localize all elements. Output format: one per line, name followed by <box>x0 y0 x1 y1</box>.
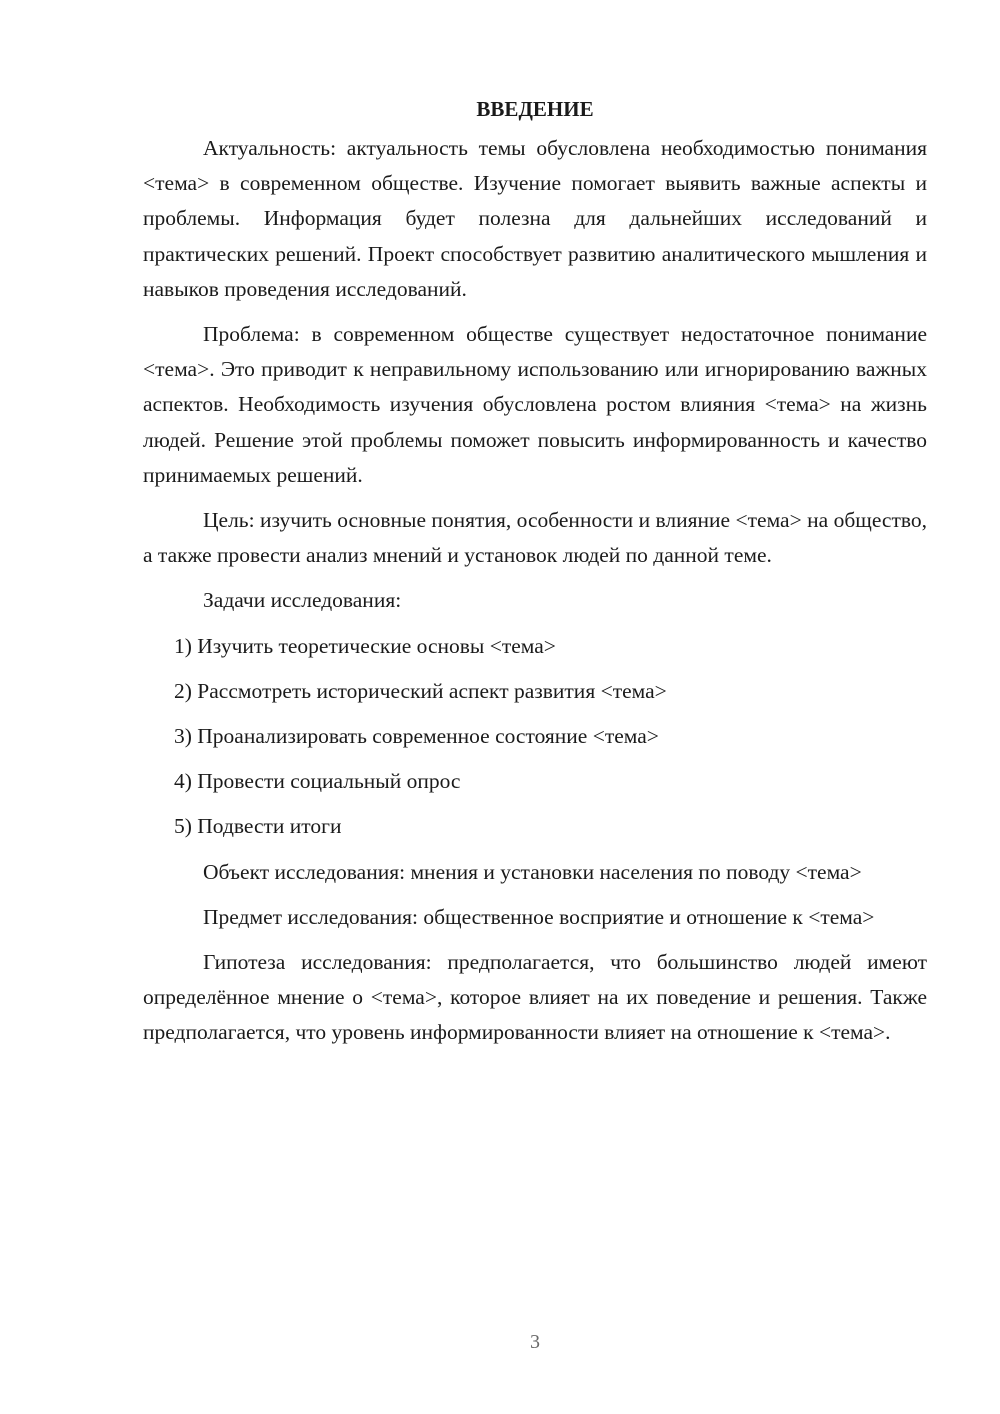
paragraph-goal: Цель: изучить основные понятия, особенности и влияние <тема> на общество, а также провести анализ мнений и установок людей по данной теме. <box>143 508 927 568</box>
task-item: 2) Рассмотреть исторический аспект развития <тема> <box>174 678 667 703</box>
task-item: 5) Подвести итоги <box>174 814 342 839</box>
task-item: 1) Изучить теоретические основы <тема> <box>174 633 556 658</box>
page-number: 3 <box>530 1331 540 1353</box>
page-title: ВВЕДЕНИЕ <box>476 97 594 121</box>
task-list <box>143 629 927 845</box>
task-item: 3) Проанализировать современное состояние <тема> <box>174 724 659 749</box>
paragraph-relevance: Актуальность: актуальность темы обусловлена необходимостью понимания <тема> в современном обществе. Изучение помогает выявить важные аспекты и проблемы. Информация будет полезна для дальнейших исследований и практических решений. Проект способствует развитию аналитического мышления и навыков проведения исследований. <box>143 136 927 301</box>
paragraph-hypothesis: Гипотеза исследования: предполагается, что большинство людей имеют определённое мнение о <тема>, которое влияет на их поведение и решения. Также предполагается, что уровень информированности влияет на отношение к <тема>. <box>143 950 927 1045</box>
paragraph-subject: Предмет исследования: общественное восприятие и отношение к <тема> <box>203 904 875 929</box>
paragraph-problem: Проблема: в современном обществе существует недостаточное понимание <тема>. Это приводит к неправильному использованию или игнорированию важных аспектов. Необходимость изучения обусловлена ростом влияния <тема> на жизнь людей. Решение этой проблемы поможет повысить информированность и качество принимаемых решений. <box>143 322 927 487</box>
tasks-heading: Задачи исследования: <box>203 588 402 613</box>
task-item: 4) Провести социальный опрос <box>174 769 461 794</box>
paragraph-object: Объект исследования: мнения и установки населения по поводу <тема> <box>203 859 862 884</box>
document-page <box>143 92 927 1061</box>
